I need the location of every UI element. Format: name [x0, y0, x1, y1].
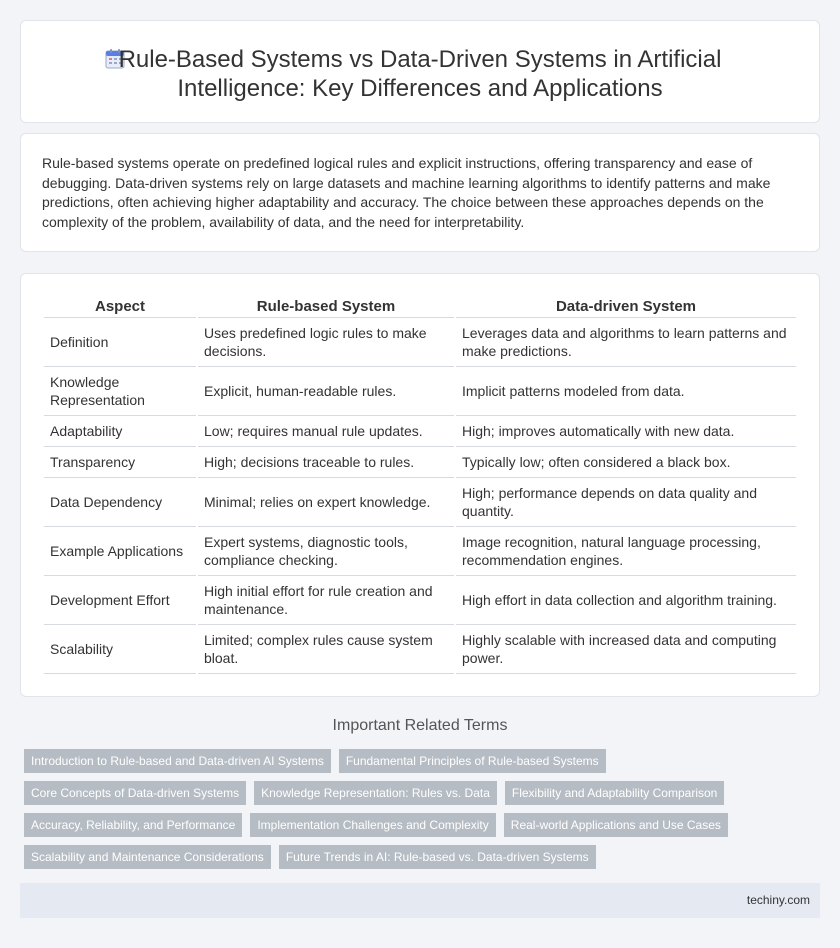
- related-term-tag[interactable]: Core Concepts of Data-driven Systems: [24, 781, 246, 805]
- tag-row: [24, 749, 820, 773]
- intro-paragraph: Rule-based systems operate on predefined logical rules and explicit instructions, offering transparency and ease of debugging. Data-driven systems rely on large datasets and machine learning algorithms to identify patterns and make predictions, often achieving higher adaptability and accuracy. The choice between these approaches depends on the complexity of the problem, availability of data, and the need for interpretability.: [42, 155, 771, 230]
- cell-rule-based: High initial effort for rule creation and maintenance.: [198, 576, 454, 625]
- cell-rule-based: Minimal; relies on expert knowledge.: [198, 478, 454, 527]
- cell-rule-based: High; decisions traceable to rules.: [198, 447, 454, 478]
- page-title: Rule-Based Systems vs Data-Driven Systems in Artificial Intelligence: Key Differences and Applications: [118, 46, 722, 102]
- cell-aspect: Development Effort: [44, 576, 196, 625]
- cell-aspect: Data Dependency: [44, 478, 196, 527]
- table-row: [44, 447, 796, 478]
- related-term-tag[interactable]: Scalability and Maintenance Considerations: [24, 845, 271, 869]
- header-rule-based: Rule-based System: [198, 296, 454, 318]
- table-row: [44, 367, 796, 416]
- header-data-driven: Data-driven System: [456, 296, 796, 318]
- related-term-tag[interactable]: Flexibility and Adaptability Comparison: [505, 781, 724, 805]
- header-aspect: Aspect: [44, 296, 196, 318]
- cell-data-driven: Highly scalable with increased data and computing power.: [456, 625, 796, 674]
- cell-aspect: Adaptability: [44, 416, 196, 447]
- related-term-tag[interactable]: Accuracy, Reliability, and Performance: [24, 813, 242, 837]
- related-terms-list: [24, 749, 820, 877]
- footer-site-link[interactable]: techiny.com: [746, 893, 810, 907]
- footer: [20, 883, 820, 918]
- comparison-card: [20, 273, 820, 697]
- related-term-tag[interactable]: Future Trends in AI: Rule-based vs. Data-driven Systems: [279, 845, 596, 869]
- related-term-tag[interactable]: Fundamental Principles of Rule-based Systems: [339, 749, 606, 773]
- cell-aspect: Example Applications: [44, 527, 196, 576]
- related-term-tag[interactable]: Introduction to Rule-based and Data-driven AI Systems: [24, 749, 331, 773]
- cell-aspect: Transparency: [44, 447, 196, 478]
- related-term-tag[interactable]: Real-world Applications and Use Cases: [504, 813, 728, 837]
- comparison-table: [42, 296, 798, 674]
- table-row: [44, 416, 796, 447]
- cell-rule-based: Limited; complex rules cause system bloat.: [198, 625, 454, 674]
- table-row: [44, 478, 796, 527]
- table-row: [44, 527, 796, 576]
- cell-aspect: Knowledge Representation: [44, 367, 196, 416]
- tag-row: [24, 813, 820, 837]
- related-terms-heading: Important Related Terms: [332, 717, 508, 734]
- table-row: [44, 318, 796, 367]
- cell-data-driven: Typically low; often considered a black box.: [456, 447, 796, 478]
- cell-aspect: Definition: [44, 318, 196, 367]
- intro-card: [20, 133, 820, 252]
- cell-rule-based: Uses predefined logic rules to make decisions.: [198, 318, 454, 367]
- related-term-tag[interactable]: Implementation Challenges and Complexity: [250, 813, 495, 837]
- cell-rule-based: Expert systems, diagnostic tools, compliance checking.: [198, 527, 454, 576]
- cell-aspect: Scalability: [44, 625, 196, 674]
- title-card: [20, 20, 820, 123]
- cell-data-driven: Leverages data and algorithms to learn patterns and make predictions.: [456, 318, 796, 367]
- cell-data-driven: Implicit patterns modeled from data.: [456, 367, 796, 416]
- cell-rule-based: Explicit, human-readable rules.: [198, 367, 454, 416]
- tag-row: [24, 845, 820, 869]
- cell-data-driven: High effort in data collection and algorithm training.: [456, 576, 796, 625]
- cell-data-driven: High; performance depends on data quality and quantity.: [456, 478, 796, 527]
- table-header-row: [44, 296, 796, 318]
- tag-row: [24, 781, 820, 805]
- table-row: [44, 576, 796, 625]
- related-term-tag[interactable]: Knowledge Representation: Rules vs. Data: [254, 781, 497, 805]
- cell-data-driven: Image recognition, natural language processing, recommendation engines.: [456, 527, 796, 576]
- cell-data-driven: High; improves automatically with new data.: [456, 416, 796, 447]
- cell-rule-based: Low; requires manual rule updates.: [198, 416, 454, 447]
- table-row: [44, 625, 796, 674]
